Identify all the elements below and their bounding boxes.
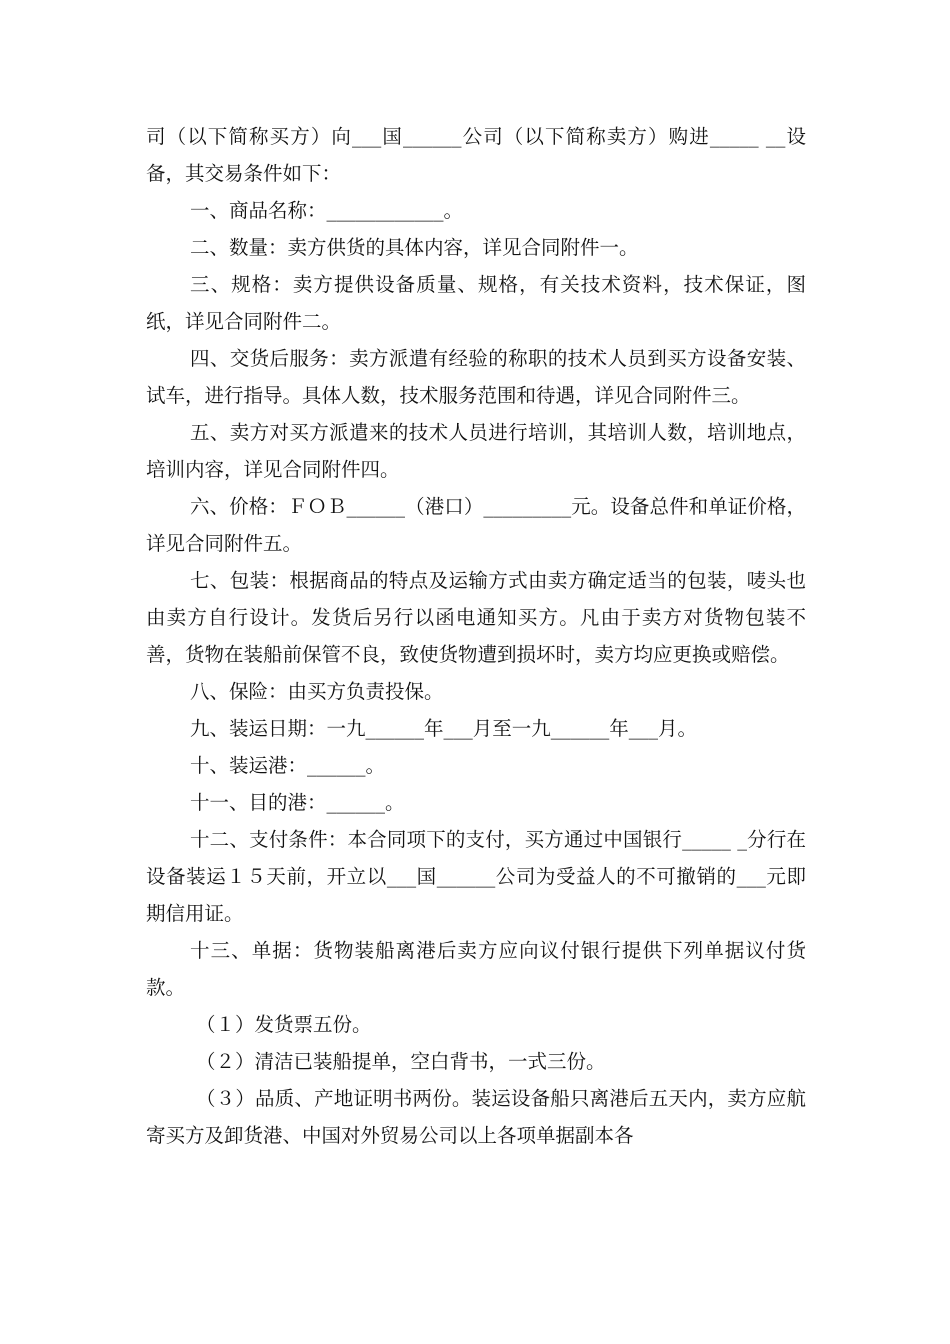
paragraph-specification: 三、规格：卖方提供设备质量、规格，有关技术资料，技术保证，图纸，详见合同附件二。 <box>146 273 806 333</box>
paragraph-packing: 七、包装：根据商品的特点及运输方式由卖方确定适当的包装，唛头也由卖方自行设计。发货后另行以函电通知买方。凡由于卖方对货物包装不善，货物在装船前保管不良，致使货物遭到损坏时，卖方均应更换或赔偿。 <box>146 569 806 666</box>
paragraph-port-of-shipment: 十、装运港：______。 <box>190 754 386 777</box>
paragraph-training: 五、卖方对买方派遣来的技术人员进行培训，其培训人数，培训地点，培训内容，详见合同附件四。 <box>146 421 806 481</box>
list-item-invoice: （１）发货票五份。 <box>196 1013 372 1036</box>
paragraph-quantity: 二、数量：卖方供货的具体内容，详见合同附件一。 <box>190 236 639 259</box>
contract-body <box>146 118 806 1154</box>
paragraph-after-delivery-service: 四、交货后服务：卖方派遣有经验的称职的技术人员到买方设备安装、试车，进行指导。具体人数，技术服务范围和待遇，详见合同附件三。 <box>146 347 806 407</box>
paragraph-shipment-date: 九、装运日期：一九______年___月至一九______年___月。 <box>190 717 698 740</box>
paragraph-insurance: 八、保险：由买方负责投保。 <box>190 680 444 703</box>
paragraph-product-name: 一、商品名称：____________。 <box>190 199 464 222</box>
paragraph-documents: 十三、单据：货物装船离港后卖方应向议付银行提供下列单据议付货款。 <box>146 939 806 999</box>
paragraph-price: 六、价格：ＦＯＢ______（港口）_________元。设备总件和单证价格，详见合同附件五。 <box>146 495 806 555</box>
list-item-bill-of-lading: （２）清洁已装船提单，空白背书，一式三份。 <box>196 1050 606 1073</box>
paragraph-intro: 司（以下简称买方）向___国______公司（以下简称卖方）购进_____ __设备，其交易条件如下： <box>146 125 806 185</box>
list-item-quality-certificate: （３）品质、产地证明书两份。装运设备船只离港后五天内，卖方应航寄买方及卸货港、中国对外贸易公司以上各项单据副本各 <box>146 1087 806 1147</box>
paragraph-port-of-destination: 十一、目的港：______。 <box>190 791 405 814</box>
paragraph-payment-terms: 十二、支付条件：本合同项下的支付，买方通过中国银行_____ _分行在设备装运１５天前，开立以___国______公司为受益人的不可撤销的___元即期信用证。 <box>146 828 806 925</box>
